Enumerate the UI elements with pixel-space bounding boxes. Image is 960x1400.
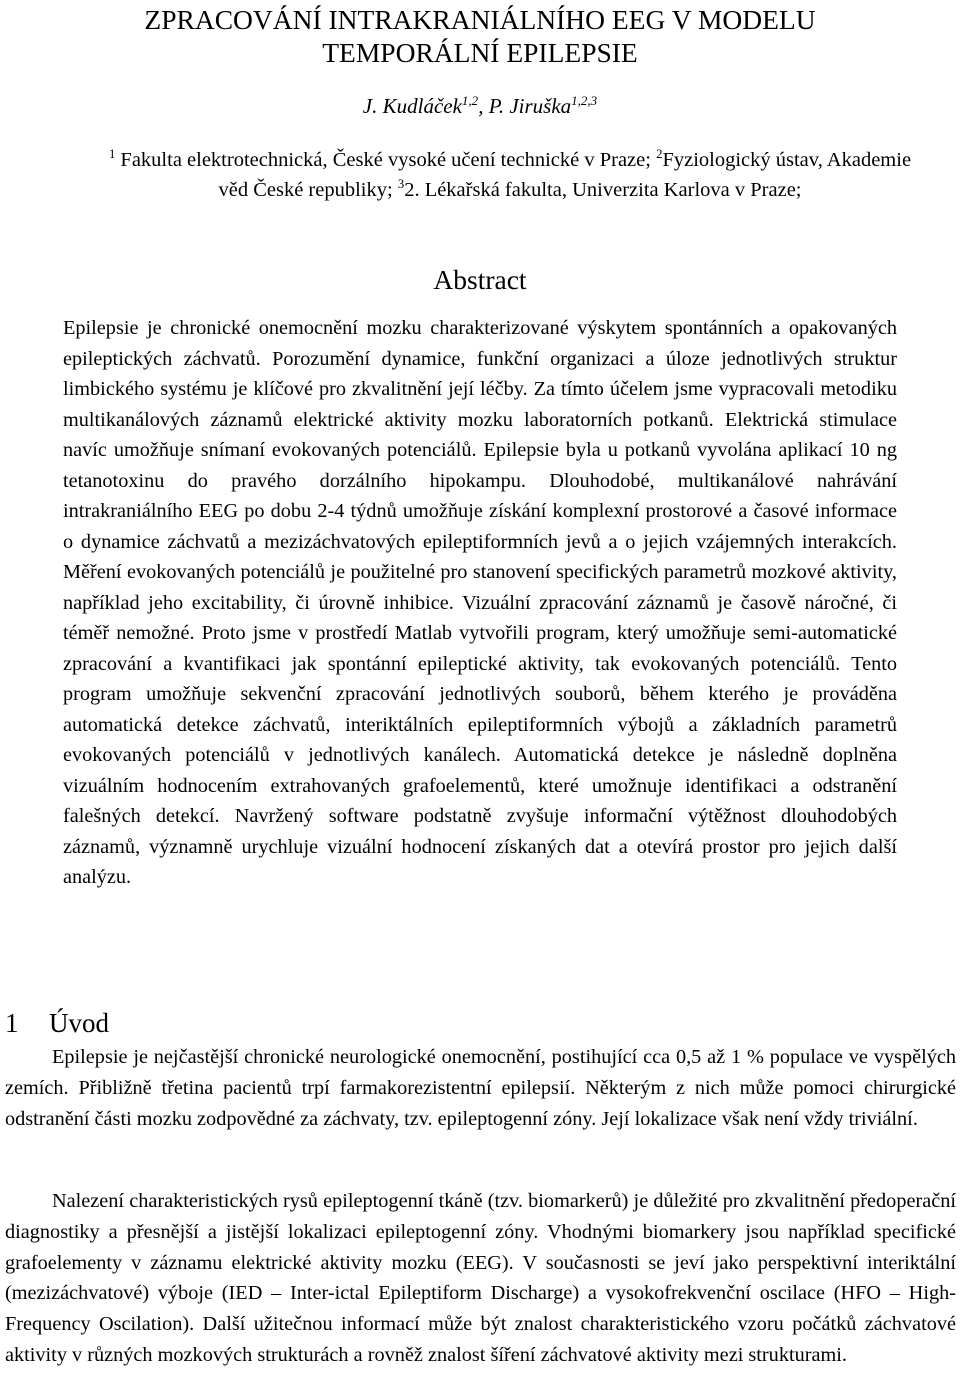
section-1-paragraph-2: Nalezení charakteristických rysů epileptogenní tkáně (tzv. biomarkerů) je důležité pro zkvalitnění předoperační diagnostiky a přesnější a jistější lokalizaci epileptogenní zóny. Vhodnými biomarkery jsou například specifické grafoelementy v záznamu elektrické aktivity mozku (EEG). V současnosti se jeví jako perspektivní interiktální (mezizáchvatové) výboje (IED – Inter-ictal Epileptiform Discharge) a vysokofrekvenční oscilace (HFO – High-Frequency Oscilation). Další užitečnou informací může být znalost charakteristického vzoru počátků záchvatové aktivity v různých mozkových strukturách a rovněž znalost šíření záchvatové aktivity mezi strukturami. [5,1190,956,1366]
section-1-title: Úvod [49,1008,109,1038]
section-1-heading [5,1006,109,1040]
affiliation-2-text: Fyziologický ústav, Akademie věd České republiky; [218,149,912,201]
author-list [0,92,960,120]
author-1-name: J. Kudláček [362,94,462,118]
affiliation-1-mark: 1 [108,147,116,162]
affiliation-2-mark: 2 [656,147,663,162]
affiliation-1-text: Fakulta elektrotechnická, České vysoké učení technické v Praze; [115,149,657,171]
affiliation-3-text: 2. Lékařská fakulta, Univerzita Karlova v Praze; [404,179,802,201]
author-2-name: P. Jiruška [488,94,572,118]
affiliation-3-mark: 3 [397,177,405,192]
title-line-1: ZPRACOVÁNÍ INTRAKRANIÁLNÍHO EEG V MODELU [144,4,816,35]
section-1-number: 1 [5,1008,19,1038]
abstract-body: Epilepsie je chronické onemocnění mozku charakterizované výskytem spontánních a opakovaných epileptických záchvatů. Porozumění dynamice, funkční organizaci a úloze jednotlivých struktur limbického systému je klíčové pro zkvalitnění její léčby. Za tímto účelem jsme vypracovali metodiku multikanálových záznamů elektrické aktivity mozku laboratorních potkanů. Elektrická stimulace navíc umožňuje snímaní evokovaných potenciálů. Epilepsie byla u potkanů vyvolána aplikací 10 ng tetanotoxinu do pravého dorzálního hipokampu. Dlouhodobé, multikanálové nahrávání intrakraniálního EEG po dobu 2-4 týdnů umožňuje získání komplexní prostorové a časové informace o dynamice záchvatů a mezizáchvatových epileptiformních jevů a o jejich vzájemných interakcích. Měření evokovaných potenciálů je použitelné pro stanovení specifických parametrů mozkové aktivity, například jeho excitability, či úrovně inhibice. Vizuální zpracování záznamů je časově náročné, či téměř nemožné. Proto jsme v prostředí Matlab vytvořili program, který umožňuje semi-automatické zpracování a kvantifikaci jak spontánní epileptické aktivity, tak evokovaných potenciálů. Tento program umožňuje sekvenční zpracování jednotlivých souborů, během kterého je prováděna automatická detekce záchvatů, interiktálních epileptiformních výbojů a základních parametrů evokovaných potenciálů v jednotlivých kanálech. Automatická detekce je následně doplněna vizuálním hodnocením extrahovaných grafoelementů, které umožnuje identifikaci a odstranění falešných detekcí. Navržený software podstatně zvyšuje informační výtěžnost dlouhodobých záznamů, významně urychluje vizuální hodnocení získaných dat a otevírá prostor pro jejich další analýzu. [63,317,897,888]
author-2-affiliation-marks: 1,2,3 [571,93,598,108]
author-1-affiliation-marks: 1,2 [461,93,479,108]
section-1-paragraph-1: Epilepsie je nejčastější chronické neurologické onemocnění, postihující cca 0,5 až 1 % populace ve vyspělých zemích. Přibližně třetina pacientů trpí farmakorezistentní epilepsií. Některým z nich může pomoci chirurgické odstranění části mozku zodpovědné za záchvaty, tzv. epileptogenní zóny. Její lokalizace však není vždy triviální. [5,1046,956,1130]
author-separator: , [478,94,489,118]
affiliations [100,145,920,205]
title-line-2: TEMPORÁLNÍ EPILEPSIE [322,37,638,68]
abstract-heading: Abstract [433,264,527,295]
